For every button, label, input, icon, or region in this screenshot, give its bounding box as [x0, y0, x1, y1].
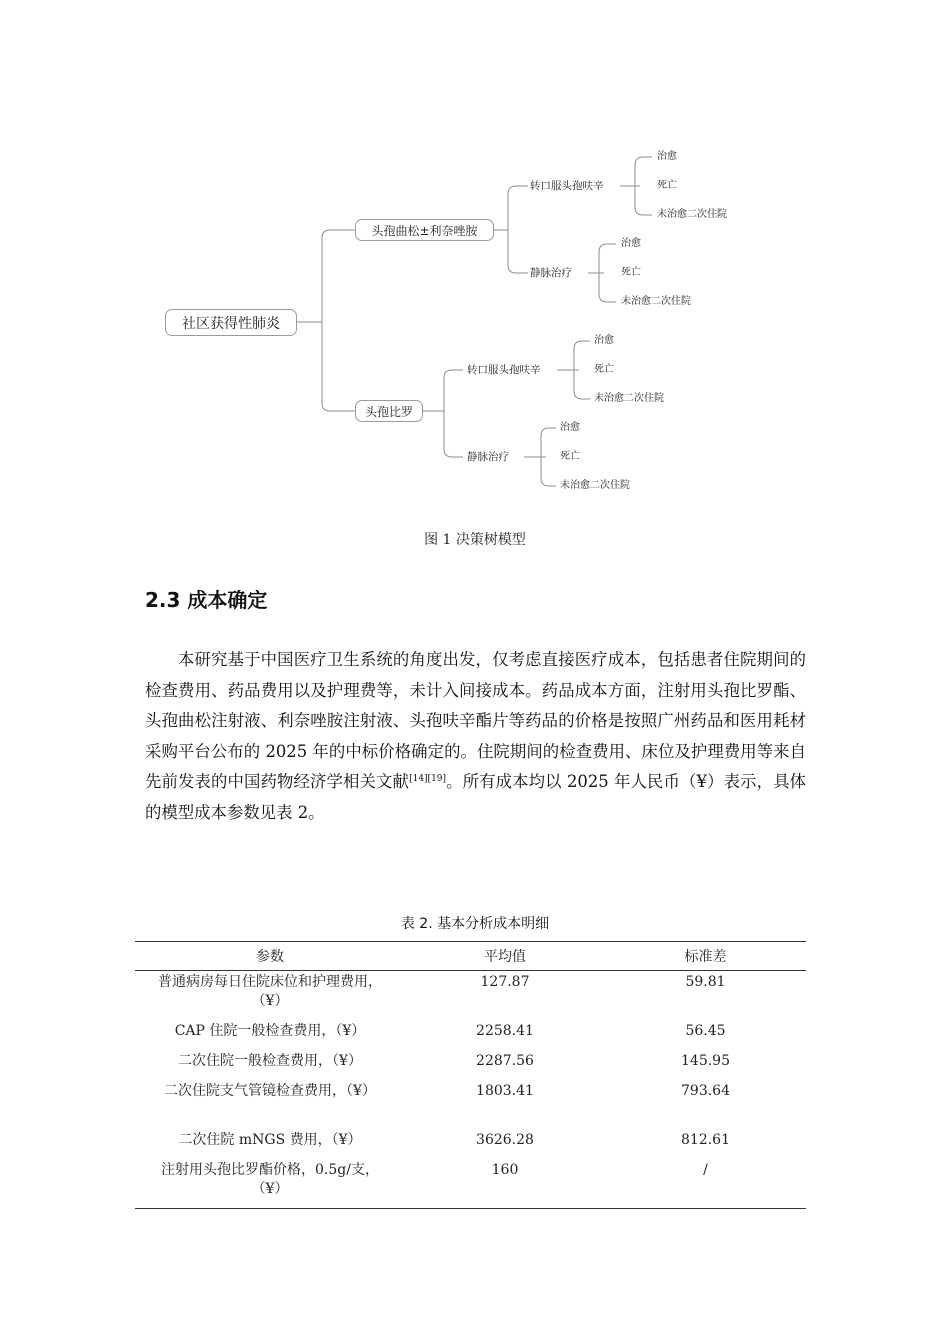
table-cell-sd: 145.95 — [681, 1052, 730, 1069]
tree-outcome-readmission: 未治愈二次住院 — [657, 209, 727, 220]
tree-outcome-death: 死亡 — [657, 180, 677, 191]
column-header-parameter: 参数 — [135, 942, 405, 971]
table-cell-sd: 59.81 — [685, 974, 726, 990]
table-header-row — [135, 942, 806, 971]
table-cell-mean: 2258.41 — [476, 1022, 534, 1039]
tree-sub-iv-b: 静脉治疗 — [467, 451, 509, 463]
paragraph-text-end: 。所有成本均以 2025 年人民币（¥）表示，具体的模型成本参数见表 2。 — [145, 772, 807, 822]
tree-outcome-cured: 治愈 — [560, 422, 580, 433]
tree-outcome-cured: 治愈 — [621, 238, 641, 249]
tree-root-node: 社区获得性肺炎 — [165, 309, 297, 336]
table-cell-mean: 160 — [405, 1159, 605, 1209]
tree-outcome-death: 死亡 — [594, 364, 614, 375]
tree-sub-iv-a: 静脉治疗 — [530, 267, 572, 279]
table-row — [135, 1050, 806, 1080]
table-cell-mean: 1803.41 — [476, 1082, 534, 1099]
table-row — [135, 1129, 806, 1159]
tree-sub-oral-switch-a: 转口服头孢呋辛 — [530, 180, 604, 192]
table-row — [135, 1159, 806, 1209]
table-cell-sd: 812.61 — [681, 1131, 730, 1148]
table-cell-parameter: 普通病房每日住院床位和护理费用，（¥） — [158, 974, 382, 1009]
table-cell-parameter: 二次住院支气管镜检查费用，（¥） — [164, 1082, 376, 1099]
citation: [14][19] — [409, 774, 447, 785]
table-title: 表 2. 基本分析成本明细 — [400, 916, 550, 932]
table-row — [135, 971, 806, 1020]
table-row — [135, 1080, 806, 1129]
decision-tree-connectors — [0, 0, 950, 520]
cost-table — [135, 941, 806, 1209]
table-cell-mean: 2287.56 — [476, 1052, 534, 1069]
paragraph-text: 本研究基于中国医疗卫生系统的角度出发，仅考虑直接医疗成本，包括患者住院期间的检查费用、药品费用以及护理费等，未计入间接成本。药品成本方面，注射用头孢比罗酯、头孢曲松注射液、利奈唑胺注射液、头孢呋辛酯片等药品的价格是按照广州药品和医用耗材采购平台公布的 2025 年的中标价格确定的。住院期间的检查费用、床位及护理费用等来自先前发表的中国药物经济学相关文献 — [145, 650, 806, 792]
tree-branch-ceftriaxone: 头孢曲松±利奈唑胺 — [355, 219, 494, 241]
table-cell-parameter: 二次住院一般检查费用，（¥） — [178, 1052, 362, 1069]
table-cell-parameter: 二次住院 mNGS 费用，（¥） — [178, 1131, 362, 1148]
figure-caption: 图 1 决策树模型 — [424, 532, 526, 548]
tree-outcome-cured: 治愈 — [657, 151, 677, 162]
tree-sub-oral-switch-b: 转口服头孢呋辛 — [467, 364, 541, 376]
tree-outcome-readmission: 未治愈二次住院 — [560, 480, 630, 491]
table-cell-sd: 793.64 — [681, 1082, 730, 1099]
table-cell-mean: 3626.28 — [476, 1131, 534, 1148]
body-paragraph — [145, 645, 806, 829]
column-header-mean: 平均值 — [405, 942, 605, 971]
table-cell-parameter: CAP 住院一般检查费用，（¥） — [174, 1022, 366, 1039]
tree-outcome-readmission: 未治愈二次住院 — [594, 393, 664, 404]
tree-outcome-cured: 治愈 — [594, 335, 614, 346]
table-cell-parameter: 注射用头孢比罗酯价格，0.5g/支，（¥） — [135, 1159, 405, 1209]
table-cell-sd: 56.45 — [685, 1022, 726, 1039]
tree-outcome-death: 死亡 — [621, 267, 641, 278]
tree-outcome-death: 死亡 — [560, 451, 580, 462]
tree-branch-ceftobiprole: 头孢比罗 — [355, 400, 423, 422]
table-cell-sd: / — [605, 1159, 806, 1209]
tree-outcome-readmission: 未治愈二次住院 — [621, 296, 691, 307]
table-row — [135, 1020, 806, 1050]
table-cell-mean: 127.87 — [480, 974, 530, 990]
column-header-sd: 标准差 — [605, 942, 806, 971]
section-heading: 2.3 成本确定 — [145, 588, 268, 612]
